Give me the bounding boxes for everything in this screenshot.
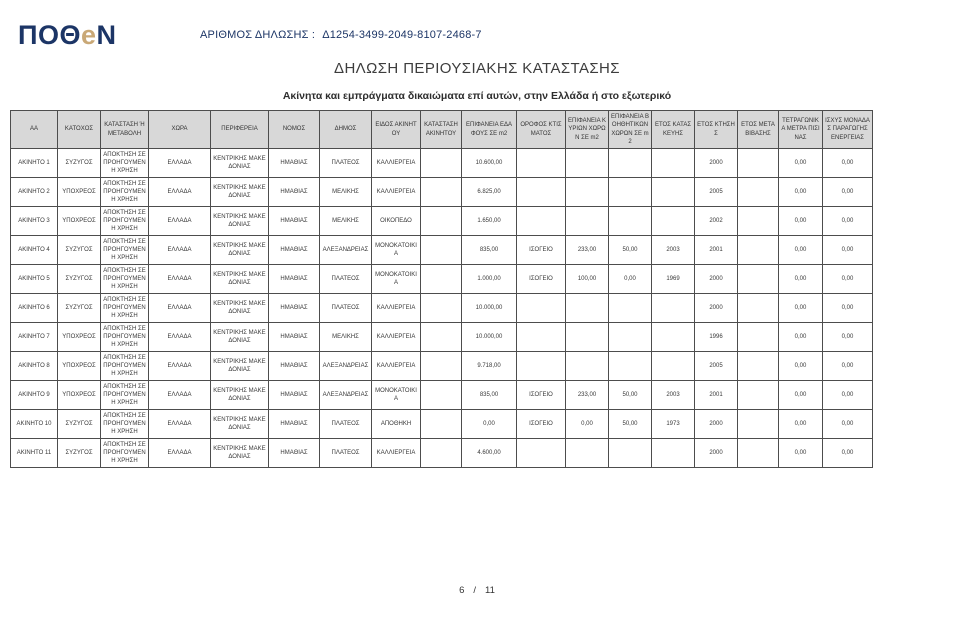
table-cell: ΗΜΑΘΙΑΣ: [269, 323, 320, 352]
table-cell: ΗΜΑΘΙΑΣ: [269, 294, 320, 323]
table-cell: ΜΕΛΙΚΗΣ: [320, 323, 372, 352]
table-cell: ΠΛΑΤΕΟΣ: [320, 439, 372, 468]
table-cell: 2005: [695, 352, 738, 381]
table-cell: 0,00: [779, 265, 823, 294]
table-cell: 2001: [695, 381, 738, 410]
table-cell: 1969: [652, 265, 695, 294]
table-cell: ΣΥΖΥΓΟΣ: [58, 149, 101, 178]
table-cell: 1.000,00: [462, 265, 517, 294]
table-cell: ΙΣΟΓΕΙΟ: [517, 265, 566, 294]
table-cell: [566, 178, 609, 207]
table-cell: 1973: [652, 410, 695, 439]
table-cell: [652, 149, 695, 178]
table-cell: [738, 352, 779, 381]
table-cell: [517, 178, 566, 207]
table-cell: [609, 178, 652, 207]
table-cell: [652, 178, 695, 207]
table-cell: [609, 439, 652, 468]
table-cell: ΑΚΙΝΗΤΟ 4: [11, 236, 58, 265]
page-title: ΔΗΛΩΣΗ ΠΕΡΙΟΥΣΙΑΚΗΣ ΚΑΤΑΣΤΑΣΗΣ: [334, 60, 620, 77]
table-cell: 0,00: [823, 381, 873, 410]
table-cell: [566, 352, 609, 381]
column-header: ΑΑ: [11, 111, 58, 149]
table-cell: [421, 352, 462, 381]
table-cell: ΑΠΟΚΤΗΣΗ ΣΕ ΠΡΟΗΓΟΥΜΕΝΗ ΧΡΗΣΗ: [101, 207, 149, 236]
table-cell: [609, 352, 652, 381]
table-cell: 0,00: [823, 439, 873, 468]
table-cell: 10.000,00: [462, 323, 517, 352]
table-cell: ΑΠΟΚΤΗΣΗ ΣΕ ΠΡΟΗΓΟΥΜΕΝΗ ΧΡΗΣΗ: [101, 439, 149, 468]
column-header: ΕΠΙΦΑΝΕΙΑ ΒΟΗΘΗΤΙΚΩΝ ΧΩΡΩΝ ΣΕ m2: [609, 111, 652, 149]
table-cell: [738, 265, 779, 294]
table-cell: ΠΛΑΤΕΟΣ: [320, 265, 372, 294]
table-cell: 2001: [695, 236, 738, 265]
table-cell: [517, 149, 566, 178]
pothen-logo: [18, 22, 117, 49]
table-cell: [652, 207, 695, 236]
declaration-value: Δ1254-3499-2049-8107-2468-7: [322, 29, 482, 41]
table-cell: [421, 410, 462, 439]
logo-text-navy-1: ΠΟΘ: [18, 20, 82, 50]
table-cell: ΗΜΑΘΙΑΣ: [269, 410, 320, 439]
table-cell: [566, 439, 609, 468]
table-cell: 0,00: [779, 439, 823, 468]
column-header: ΕΤΟΣ ΜΕΤΑΒΙΒΑΣΗΣ: [738, 111, 779, 149]
page-indicator: [0, 585, 954, 596]
table-cell: 835,00: [462, 381, 517, 410]
table-cell: ΚΕΝΤΡΙΚΗΣ ΜΑΚΕΔΟΝΙΑΣ: [211, 149, 269, 178]
table-cell: [517, 294, 566, 323]
table-cell: [421, 149, 462, 178]
table-row: [11, 236, 873, 265]
current-page: 6: [459, 585, 465, 596]
table-cell: [566, 323, 609, 352]
page-separator: /: [473, 585, 477, 596]
table-cell: [738, 149, 779, 178]
table-cell: 0,00: [779, 294, 823, 323]
table-cell: [421, 178, 462, 207]
table-cell: ΜΟΝΟΚΑΤΟΙΚΙΑ: [372, 265, 421, 294]
table-cell: 10.600,00: [462, 149, 517, 178]
table-cell: ΥΠΟΧΡΕΟΣ: [58, 207, 101, 236]
logo-text-gold: e: [81, 20, 97, 50]
table-cell: ΑΠΟΚΤΗΣΗ ΣΕ ΠΡΟΗΓΟΥΜΕΝΗ ΧΡΗΣΗ: [101, 352, 149, 381]
table-cell: ΕΛΛΑΔΑ: [149, 294, 211, 323]
table-row: [11, 294, 873, 323]
table-cell: [421, 207, 462, 236]
table-cell: [421, 294, 462, 323]
table-cell: ΕΛΛΑΔΑ: [149, 381, 211, 410]
table-cell: 9.718,00: [462, 352, 517, 381]
table-cell: 50,00: [609, 236, 652, 265]
column-header: ΕΠΙΦΑΝΕΙΑ ΕΔΑΦΟΥΣ ΣΕ m2: [462, 111, 517, 149]
table-cell: ΠΛΑΤΕΟΣ: [320, 410, 372, 439]
table-header: [11, 111, 873, 149]
table-cell: [421, 439, 462, 468]
table-cell: 0,00: [823, 352, 873, 381]
table-cell: [609, 149, 652, 178]
column-header: ΤΕΤΡΑΓΩΝΙΚΑ ΜΕΤΡΑ ΠΙΣΙΝΑΣ: [779, 111, 823, 149]
section-subtitle: Ακίνητα και εμπράγματα δικαιώματα επί αυτών, στην Ελλάδα ή στο εξωτερικό: [282, 90, 672, 102]
table-cell: ΗΜΑΘΙΑΣ: [269, 381, 320, 410]
table-cell: 0,00: [779, 352, 823, 381]
table-cell: ΕΛΛΑΔΑ: [149, 410, 211, 439]
table-row: [11, 323, 873, 352]
table-cell: 0,00: [779, 178, 823, 207]
table-cell: 0,00: [779, 236, 823, 265]
table-cell: ΑΠΟΚΤΗΣΗ ΣΕ ΠΡΟΗΓΟΥΜΕΝΗ ΧΡΗΣΗ: [101, 149, 149, 178]
table-cell: ΑΛΕΞΑΝΔΡΕΙΑΣ: [320, 352, 372, 381]
table-cell: ΑΚΙΝΗΤΟ 7: [11, 323, 58, 352]
table-cell: 233,00: [566, 236, 609, 265]
column-header: ΚΑΤΑΣΤΑΣΗ Ή ΜΕΤΑΒΟΛΗ: [101, 111, 149, 149]
table-row: [11, 265, 873, 294]
table-cell: 0,00: [779, 149, 823, 178]
table-cell: 10.000,00: [462, 294, 517, 323]
table-cell: ΗΜΑΘΙΑΣ: [269, 265, 320, 294]
table-cell: 50,00: [609, 381, 652, 410]
table-cell: ΣΥΖΥΓΟΣ: [58, 439, 101, 468]
table-cell: 100,00: [566, 265, 609, 294]
table-cell: ΕΛΛΑΔΑ: [149, 207, 211, 236]
table-cell: 1.650,00: [462, 207, 517, 236]
table-cell: ΠΛΑΤΕΟΣ: [320, 149, 372, 178]
table-cell: ΗΜΑΘΙΑΣ: [269, 236, 320, 265]
table-cell: ΚΑΛΛΙΕΡΓΕΙΑ: [372, 323, 421, 352]
total-pages: 11: [485, 585, 495, 596]
table-cell: ΑΠΟΚΤΗΣΗ ΣΕ ΠΡΟΗΓΟΥΜΕΝΗ ΧΡΗΣΗ: [101, 323, 149, 352]
table-cell: ΚΕΝΤΡΙΚΗΣ ΜΑΚΕΔΟΝΙΑΣ: [211, 410, 269, 439]
assets-table: [10, 110, 873, 468]
table-row: [11, 149, 873, 178]
table-row: [11, 410, 873, 439]
table-cell: ΙΣΟΓΕΙΟ: [517, 410, 566, 439]
table-cell: ΥΠΟΧΡΕΟΣ: [58, 352, 101, 381]
table-cell: ΚΑΛΛΙΕΡΓΕΙΑ: [372, 149, 421, 178]
table-cell: ΕΛΛΑΔΑ: [149, 439, 211, 468]
table-cell: ΑΠΟΚΤΗΣΗ ΣΕ ΠΡΟΗΓΟΥΜΕΝΗ ΧΡΗΣΗ: [101, 236, 149, 265]
table-cell: 4.600,00: [462, 439, 517, 468]
table-cell: ΟΙΚΟΠΕΔΟ: [372, 207, 421, 236]
table-cell: ΜΟΝΟΚΑΤΟΙΚΙΑ: [372, 236, 421, 265]
declaration-number-line: [200, 29, 482, 41]
table-cell: ΕΛΛΑΔΑ: [149, 178, 211, 207]
table-cell: 2003: [652, 236, 695, 265]
table-cell: ΗΜΑΘΙΑΣ: [269, 149, 320, 178]
table-cell: ΚΕΝΤΡΙΚΗΣ ΜΑΚΕΔΟΝΙΑΣ: [211, 265, 269, 294]
table-cell: ΑΚΙΝΗΤΟ 8: [11, 352, 58, 381]
table-cell: ΗΜΑΘΙΑΣ: [269, 352, 320, 381]
table-cell: ΑΚΙΝΗΤΟ 10: [11, 410, 58, 439]
table-cell: ΥΠΟΧΡΕΟΣ: [58, 381, 101, 410]
table-cell: ΑΠΟΚΤΗΣΗ ΣΕ ΠΡΟΗΓΟΥΜΕΝΗ ΧΡΗΣΗ: [101, 178, 149, 207]
table-cell: 2000: [695, 149, 738, 178]
table-cell: 2000: [695, 265, 738, 294]
column-header: ΕΤΟΣ ΚΑΤΑΣΚΕΥΗΣ: [652, 111, 695, 149]
table-cell: ΣΥΖΥΓΟΣ: [58, 236, 101, 265]
table-cell: [609, 323, 652, 352]
table-cell: ΚΕΝΤΡΙΚΗΣ ΜΑΚΕΔΟΝΙΑΣ: [211, 439, 269, 468]
table-cell: ΚΕΝΤΡΙΚΗΣ ΜΑΚΕΔΟΝΙΑΣ: [211, 207, 269, 236]
table-cell: 0,00: [779, 207, 823, 236]
table-cell: ΑΠΟΚΤΗΣΗ ΣΕ ΠΡΟΗΓΟΥΜΕΝΗ ΧΡΗΣΗ: [101, 381, 149, 410]
table-cell: 0,00: [566, 410, 609, 439]
table-cell: 2003: [652, 381, 695, 410]
table-cell: ΑΠΟΚΤΗΣΗ ΣΕ ΠΡΟΗΓΟΥΜΕΝΗ ΧΡΗΣΗ: [101, 294, 149, 323]
table-row: [11, 207, 873, 236]
table-cell: 50,00: [609, 410, 652, 439]
table-cell: ΚΑΛΛΙΕΡΓΕΙΑ: [372, 352, 421, 381]
table-cell: 2005: [695, 178, 738, 207]
table-cell: ΑΛΕΞΑΝΔΡΕΙΑΣ: [320, 381, 372, 410]
table-row: [11, 381, 873, 410]
table-cell: 0,00: [823, 323, 873, 352]
table-cell: [566, 207, 609, 236]
column-header: ΙΣΧΥΣ ΜΟΝΑΔΑΣ ΠΑΡΑΓΩΓΗΣ ΕΝΕΡΓΕΙΑΣ: [823, 111, 873, 149]
table-cell: ΑΚΙΝΗΤΟ 3: [11, 207, 58, 236]
column-header: ΕΤΟΣ ΚΤΗΣΗΣ: [695, 111, 738, 149]
table-cell: ΑΠΟΚΤΗΣΗ ΣΕ ΠΡΟΗΓΟΥΜΕΝΗ ΧΡΗΣΗ: [101, 265, 149, 294]
table-cell: [738, 236, 779, 265]
table-cell: ΥΠΟΧΡΕΟΣ: [58, 178, 101, 207]
table-cell: 2000: [695, 294, 738, 323]
table-cell: ΚΑΛΛΙΕΡΓΕΙΑ: [372, 439, 421, 468]
table-cell: ΗΜΑΘΙΑΣ: [269, 178, 320, 207]
table-cell: [421, 323, 462, 352]
table-cell: [421, 265, 462, 294]
column-header: ΕΙΔΟΣ ΑΚΙΝΗΤΟΥ: [372, 111, 421, 149]
table-cell: ΣΥΖΥΓΟΣ: [58, 265, 101, 294]
table-cell: 0,00: [823, 178, 873, 207]
column-header: ΚΑΤΟΧΟΣ: [58, 111, 101, 149]
table-cell: ΙΣΟΓΕΙΟ: [517, 236, 566, 265]
table-cell: 0,00: [779, 381, 823, 410]
column-header: ΟΡΟΦΟΣ ΚΤΙΣΜΑΤΟΣ: [517, 111, 566, 149]
column-header: ΠΕΡΙΦΕΡΕΙΑ: [211, 111, 269, 149]
table-cell: ΑΚΙΝΗΤΟ 9: [11, 381, 58, 410]
table-cell: ΥΠΟΧΡΕΟΣ: [58, 323, 101, 352]
table-cell: [738, 207, 779, 236]
table-cell: [738, 439, 779, 468]
table-cell: 0,00: [823, 236, 873, 265]
table-cell: ΚΕΝΤΡΙΚΗΣ ΜΑΚΕΔΟΝΙΑΣ: [211, 236, 269, 265]
table-cell: 0,00: [779, 323, 823, 352]
table-cell: 2000: [695, 439, 738, 468]
table-cell: [738, 323, 779, 352]
table-cell: ΜΕΛΙΚΗΣ: [320, 178, 372, 207]
table-cell: [609, 294, 652, 323]
table-cell: [421, 236, 462, 265]
table-cell: 835,00: [462, 236, 517, 265]
table-cell: ΚΕΝΤΡΙΚΗΣ ΜΑΚΕΔΟΝΙΑΣ: [211, 323, 269, 352]
table-cell: [738, 381, 779, 410]
table-cell: 0,00: [823, 207, 873, 236]
table-cell: ΚΕΝΤΡΙΚΗΣ ΜΑΚΕΔΟΝΙΑΣ: [211, 381, 269, 410]
table-cell: [652, 352, 695, 381]
table-cell: ΚΕΝΤΡΙΚΗΣ ΜΑΚΕΔΟΝΙΑΣ: [211, 178, 269, 207]
table-cell: ΑΚΙΝΗΤΟ 1: [11, 149, 58, 178]
table-cell: 0,00: [609, 265, 652, 294]
table-cell: 0,00: [462, 410, 517, 439]
table-cell: 0,00: [823, 265, 873, 294]
table-cell: ΕΛΛΑΔΑ: [149, 323, 211, 352]
table-header-row: [11, 111, 873, 149]
table-cell: ΚΕΝΤΡΙΚΗΣ ΜΑΚΕΔΟΝΙΑΣ: [211, 352, 269, 381]
column-header: ΔΗΜΟΣ: [320, 111, 372, 149]
table-cell: 0,00: [823, 410, 873, 439]
table-cell: ΑΠΟΚΤΗΣΗ ΣΕ ΠΡΟΗΓΟΥΜΕΝΗ ΧΡΗΣΗ: [101, 410, 149, 439]
table-cell: ΑΚΙΝΗΤΟ 6: [11, 294, 58, 323]
table-cell: [517, 352, 566, 381]
table-cell: ΕΛΛΑΔΑ: [149, 149, 211, 178]
column-header: ΚΑΤΑΣΤΑΣΗ ΑΚΙΝΗΤΟΥ: [421, 111, 462, 149]
table-cell: ΕΛΛΑΔΑ: [149, 265, 211, 294]
table-cell: [566, 149, 609, 178]
table-cell: ΜΟΝΟΚΑΤΟΙΚΙΑ: [372, 381, 421, 410]
column-header: ΧΩΡΑ: [149, 111, 211, 149]
table-cell: 2002: [695, 207, 738, 236]
table-cell: ΙΣΟΓΕΙΟ: [517, 381, 566, 410]
table-cell: [738, 410, 779, 439]
table-cell: [609, 207, 652, 236]
table-cell: [566, 294, 609, 323]
table-row: [11, 352, 873, 381]
table-cell: [652, 439, 695, 468]
table-cell: ΚΑΛΛΙΕΡΓΕΙΑ: [372, 178, 421, 207]
declaration-label: ΑΡΙΘΜΟΣ ΔΗΛΩΣΗΣ :: [200, 29, 316, 41]
table-cell: [738, 178, 779, 207]
logo-text-navy-2: Ν: [96, 20, 117, 50]
table-cell: ΑΛΕΞΑΝΔΡΕΙΑΣ: [320, 236, 372, 265]
column-header: ΝΟΜΟΣ: [269, 111, 320, 149]
table-cell: ΚΕΝΤΡΙΚΗΣ ΜΑΚΕΔΟΝΙΑΣ: [211, 294, 269, 323]
table-cell: ΚΑΛΛΙΕΡΓΕΙΑ: [372, 294, 421, 323]
table-cell: ΗΜΑΘΙΑΣ: [269, 439, 320, 468]
table-cell: 2000: [695, 410, 738, 439]
table-cell: 0,00: [823, 294, 873, 323]
table-cell: ΑΚΙΝΗΤΟ 2: [11, 178, 58, 207]
table-cell: ΑΠΟΘΗΚΗ: [372, 410, 421, 439]
table-cell: [421, 381, 462, 410]
table-cell: ΕΛΛΑΔΑ: [149, 352, 211, 381]
table-cell: ΗΜΑΘΙΑΣ: [269, 207, 320, 236]
table-cell: [738, 294, 779, 323]
table-cell: 1996: [695, 323, 738, 352]
table-cell: 233,00: [566, 381, 609, 410]
table-cell: ΑΚΙΝΗΤΟ 5: [11, 265, 58, 294]
table-cell: [517, 207, 566, 236]
table-cell: ΠΛΑΤΕΟΣ: [320, 294, 372, 323]
table-cell: ΕΛΛΑΔΑ: [149, 236, 211, 265]
column-header: ΕΠΙΦΑΝΕΙΑ ΚΥΡΙΩΝ ΧΩΡΩΝ ΣΕ m2: [566, 111, 609, 149]
table-row: [11, 178, 873, 207]
table-cell: ΜΕΛΙΚΗΣ: [320, 207, 372, 236]
table-cell: [652, 294, 695, 323]
table-cell: [517, 439, 566, 468]
table-cell: 6.825,00: [462, 178, 517, 207]
table-cell: ΑΚΙΝΗΤΟ 11: [11, 439, 58, 468]
table-cell: ΣΥΖΥΓΟΣ: [58, 410, 101, 439]
table-cell: 0,00: [823, 149, 873, 178]
table-cell: [517, 323, 566, 352]
table-cell: ΣΥΖΥΓΟΣ: [58, 294, 101, 323]
table-cell: 0,00: [779, 410, 823, 439]
table-cell: [652, 323, 695, 352]
table-row: [11, 439, 873, 468]
